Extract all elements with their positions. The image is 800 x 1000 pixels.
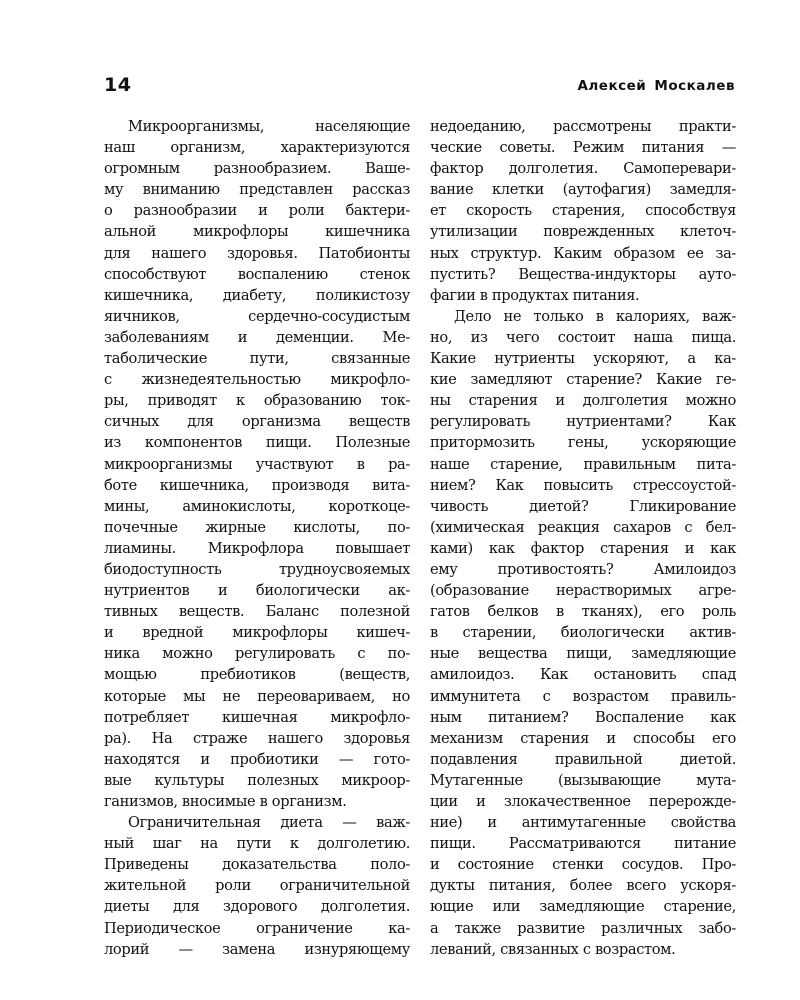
text-line: лиамины. Микрофлора повышает (104, 539, 410, 557)
text-line: и вредной микрофлоры кишеч- (104, 624, 410, 642)
text-line: нутриентов и биологически ак- (104, 582, 410, 600)
text-line: пищи. Рассматриваются питание (430, 835, 736, 853)
text-line: механизм старения и способы его (430, 729, 736, 747)
text-line: ции и злокачественное перерожде- (430, 793, 736, 810)
text-line: леваний, связанных с возрастом. (430, 940, 676, 958)
text-line: ющие или замедляющие старение, (430, 898, 736, 916)
text-line: ный шаг на пути к долголетию. (104, 835, 410, 853)
text-line: микроорганизмы участвуют в ра- (104, 455, 410, 473)
text-line: Приведены доказательства поло- (104, 856, 410, 874)
text-line: ным питанием? Воспаление как (430, 708, 736, 726)
text-line: лорий — замена изнуряющему (104, 940, 410, 958)
text-line: мины, аминокислоты, короткоце- (104, 497, 410, 515)
text-line: регулировать нутриентами? Как (430, 413, 736, 431)
text-line: из компонентов пищи. Полезные (104, 434, 410, 452)
text-line: способствуют воспалению стенок (104, 265, 410, 283)
text-line: но, из чего состоит наша пища. (430, 328, 736, 346)
text-line: дукты питания, более всего ускоря- (430, 877, 736, 895)
text-line: ему противостоять? Амилоидоз (430, 560, 736, 578)
text-line: притормозить гены, ускоряющие (430, 434, 736, 452)
text-line: мощью пребиотиков (веществ, (104, 666, 410, 684)
text-line: гатов белков в тканях), его роль (430, 603, 736, 621)
text-line: ческие советы. Режим питания — (430, 139, 736, 157)
text-line: боте кишечника, производя вита- (104, 476, 410, 494)
text-line: в старении, биологически актив- (430, 624, 736, 642)
text-line: заболеваниям и деменции. Ме- (104, 328, 410, 346)
page-number: 14 (104, 74, 132, 96)
text-line: недоеданию, рассмотрены практи- (430, 118, 736, 135)
text-line: подавления правильной диетой. (430, 750, 736, 768)
text-line: фагии в продуктах питания. (430, 286, 640, 304)
text-line: потребляет кишечная микрофло- (104, 708, 410, 726)
text-line: (образование нерастворимых агре- (430, 582, 736, 600)
text-line: а также развитие различных забо- (430, 919, 736, 937)
text-line: диеты для здорового долголетия. (104, 898, 410, 916)
text-line: находятся и пробиотики — гото- (104, 750, 410, 768)
text-line: му вниманию представлен рассказ (104, 181, 410, 199)
text-line: Какие нутриенты ускоряют, а ка- (430, 350, 736, 368)
text-line: кие замедляют старение? Какие ге- (430, 371, 736, 389)
text-line: яичников, сердечно-сосудистым (104, 307, 410, 325)
text-line: кишечника, диабету, поликистозу (104, 286, 410, 304)
text-line: ние) и антимутагенные свойства (430, 814, 736, 832)
text-line: ками) как фактор старения и как (430, 539, 736, 557)
text-line: и состояние стенки сосудов. Про- (430, 856, 736, 874)
text-line: ны старения и долголетия можно (430, 392, 736, 410)
text-line: нием? Как повысить стрессоустой- (430, 476, 736, 494)
text-line: (химическая реакция сахаров с бел- (430, 518, 736, 536)
text-line: огромным разнообразием. Ваше- (104, 160, 410, 178)
text-line: Дело не только в калориях, важ- (454, 307, 736, 325)
text-line: наш организм, характеризуются (104, 139, 410, 157)
text-line: вание клетки (аутофагия) замедля- (430, 181, 736, 199)
running-head-author: Алексей Москалев (577, 78, 735, 94)
text-line: тивных веществ. Баланс полезной (104, 603, 410, 621)
text-line: Микроорганизмы, населяющие (128, 118, 410, 135)
text-line: утилизации поврежденных клеточ- (430, 223, 736, 241)
text-line: таболические пути, связанные (104, 350, 410, 368)
text-line: Ограничительная диета — важ- (128, 814, 410, 832)
text-line: биодоступность трудноусвояемых (104, 560, 410, 578)
text-line: ника можно регулировать с по- (104, 645, 410, 663)
text-line: Мутагенные (вызывающие мута- (430, 771, 736, 789)
text-line: жительной роли ограничительной (104, 877, 410, 895)
text-line: ра). На страже нашего здоровья (104, 729, 410, 747)
text-line: о разнообразии и роли бактери- (104, 202, 410, 220)
text-line: ры, приводят к образованию ток- (104, 392, 410, 410)
text-line: ет скорость старения, способствуя (430, 202, 736, 220)
text-line: иммунитета с возрастом правиль- (430, 687, 736, 705)
text-line: альной микрофлоры кишечника (104, 223, 410, 241)
text-line: которые мы не переовариваем, но (104, 687, 410, 705)
left-text-column (104, 116, 410, 960)
text-line: ных структур. Каким образом ее за- (430, 244, 736, 262)
text-line: с жизнедеятельностью микрофло- (104, 371, 410, 389)
text-line: Периодическое ограничение ка- (104, 919, 410, 937)
text-line: вые культуры полезных микроор- (104, 771, 410, 789)
text-line: ные вещества пищи, замедляющие (430, 645, 736, 663)
running-header (104, 74, 735, 98)
right-text-column (430, 116, 736, 960)
text-line: амилоидоз. Как остановить спад (430, 666, 736, 684)
text-line: ганизмов, вносимые в организм. (104, 793, 347, 810)
text-line: для нашего здоровья. Патобионты (104, 244, 410, 262)
text-line: наше старение, правильным пита- (430, 455, 736, 473)
text-line: почечные жирные кислоты, по- (104, 518, 410, 536)
text-line: сичных для организма веществ (104, 413, 410, 431)
text-line: чивость диетой? Гликирование (430, 497, 736, 515)
text-line: фактор долголетия. Самоперевари- (430, 160, 736, 178)
text-line: пустить? Вещества-индукторы ауто- (430, 265, 736, 283)
